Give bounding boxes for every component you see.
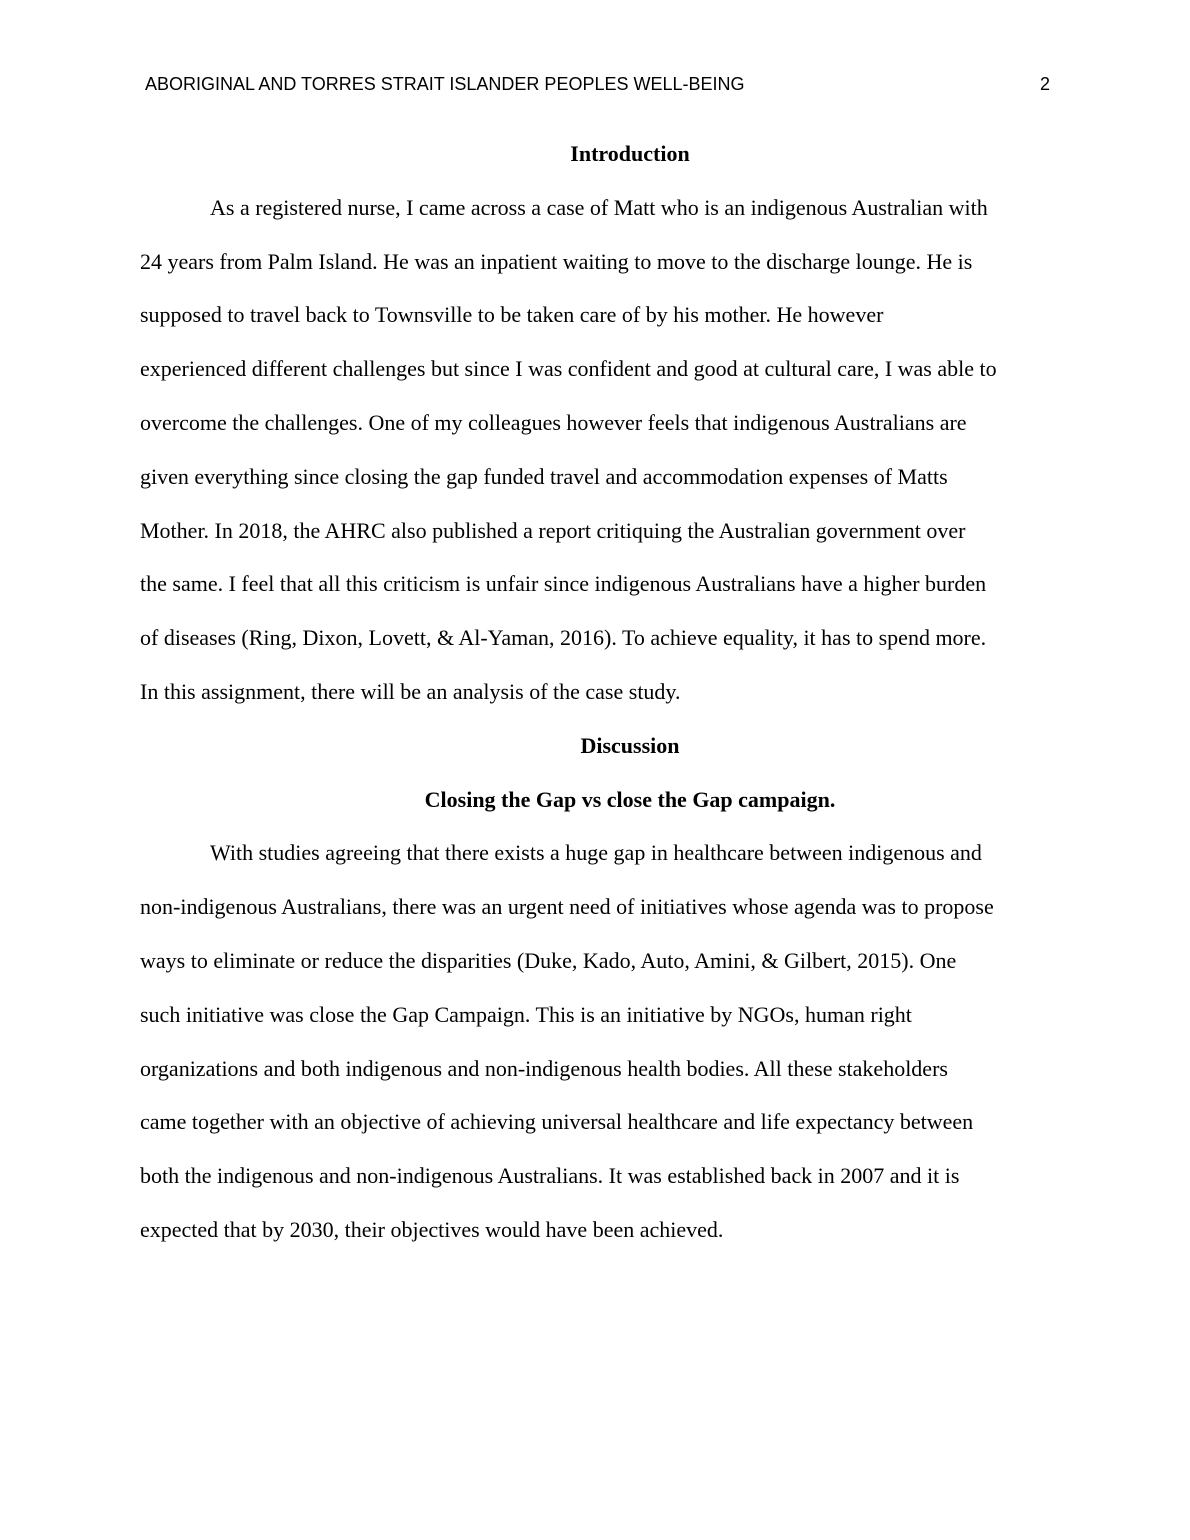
- paragraph-line: of diseases (Ring, Dixon, Lovett, & Al-Yaman, 2016). To achieve equality, it has to spend more.: [140, 625, 987, 651]
- paragraph-line: Mother. In 2018, the AHRC also published a report critiquing the Australian government over: [140, 517, 966, 543]
- paragraph-line: As a registered nurse, I came across a case of Matt who is an indigenous Australian with: [210, 194, 988, 220]
- introduction-heading: Introduction: [570, 141, 690, 166]
- paragraph-line: experienced different challenges but since I was confident and good at cultural care, I was able to: [140, 356, 997, 382]
- paragraph-line: With studies agreeing that there exists a huge gap in healthcare between indigenous and: [210, 840, 982, 866]
- paragraph-line: overcome the challenges. One of my colleagues however feels that indigenous Australians are: [140, 409, 967, 435]
- closing-the-gap-subheading: Closing the Gap vs close the Gap campaign.: [424, 786, 836, 812]
- paragraph-line: ways to eliminate or reduce the disparities (Duke, Kado, Auto, Amini, & Gilbert, 2015). One: [140, 947, 957, 973]
- paragraph-line: came together with an objective of achieving universal healthcare and life expectancy between: [140, 1109, 974, 1135]
- paragraph-line: the same. I feel that all this criticism is unfair since indigenous Australians have a higher burden: [140, 571, 987, 597]
- discussion-heading: Discussion: [580, 732, 680, 758]
- introduction-paragraph: [140, 181, 1050, 719]
- page-number: 2: [1039, 74, 1050, 94]
- paragraph-line: expected that by 2030, their objectives would have been achieved.: [140, 1216, 724, 1242]
- paragraph-line: organizations and both indigenous and non-indigenous health bodies. All these stakeholders: [140, 1055, 948, 1081]
- paragraph-line: supposed to travel back to Townsville to be taken care of by his mother. He however: [140, 302, 884, 328]
- paragraph-line: such initiative was close the Gap Campaign. This is an initiative by NGOs, human right: [140, 1001, 912, 1027]
- running-header: [145, 71, 1050, 97]
- paragraph-line: both the indigenous and non-indigenous Australians. It was established back in 2007 and it is: [140, 1163, 960, 1189]
- paragraph-line: 24 years from Palm Island. He was an inpatient waiting to move to the discharge lounge. He is: [140, 248, 973, 274]
- paragraph-line: given everything since closing the gap funded travel and accommodation expenses of Matts: [140, 463, 948, 489]
- paragraph-line: non-indigenous Australians, there was an urgent need of initiatives whose agenda was to propose: [140, 894, 994, 920]
- discussion-paragraph: [140, 826, 1050, 1256]
- running-head-title: ABORIGINAL AND TORRES STRAIT ISLANDER PEOPLES WELL-BEING: [145, 74, 745, 94]
- document-body: [140, 127, 1050, 1257]
- paragraph-line: In this assignment, there will be an analysis of the case study.: [140, 678, 681, 704]
